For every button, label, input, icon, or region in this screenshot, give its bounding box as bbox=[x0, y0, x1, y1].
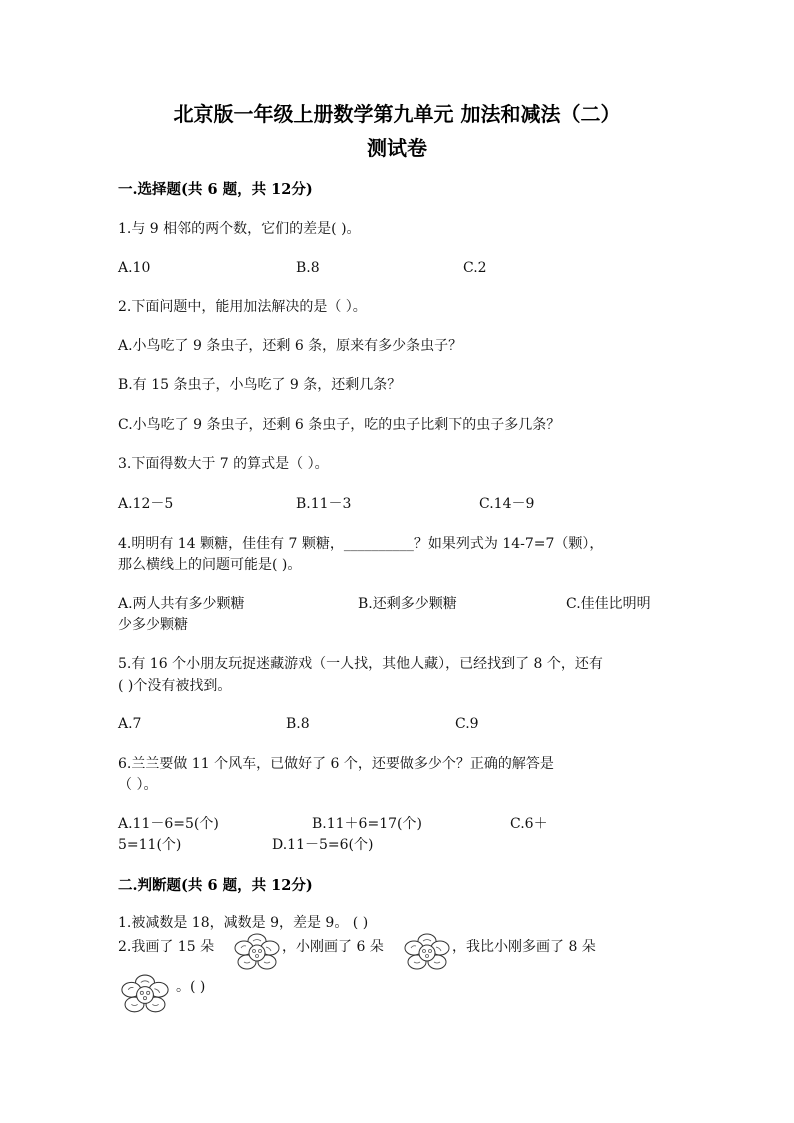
question-6-option-b: B.11＋6=17(个) bbox=[312, 816, 422, 832]
section-heading-judgement: 二.判断题(共 6 题，共 12分) bbox=[118, 877, 313, 894]
question-4-option-c: C.佳佳比明明 bbox=[566, 596, 651, 612]
page-title: 北京版一年级上册数学第九单元 加法和减法（二） bbox=[173, 102, 621, 126]
question-5-option-b: B.8 bbox=[286, 716, 310, 732]
question-1-option-a: A.10 bbox=[118, 260, 151, 276]
question-2-option-b: B.有 15 条虫子，小鸟吃了 9 条，还剩几条？ bbox=[118, 377, 402, 393]
question-1-option-b: B.8 bbox=[296, 260, 320, 276]
question-2-stem: 2.下面问题中，能用加法解决的是（ ）。 bbox=[118, 299, 367, 315]
judgement-1: 1.被减数是 18，减数是 9，差是 9。 ( ) bbox=[118, 915, 369, 931]
question-6-stem-line2: （ ）。 bbox=[118, 777, 158, 793]
question-1-option-c: C.2 bbox=[463, 260, 487, 276]
question-4-stem-line1: 4.明明有 14 颗糖，佳佳有 7 颗糖，__________？如果列式为 14-7=7（颗）， bbox=[118, 536, 604, 552]
question-6-option-c-cont: 5=11(个) bbox=[118, 837, 182, 853]
question-5-option-a: A.7 bbox=[118, 716, 142, 732]
question-3-stem: 3.下面得数大于 7 的算式是（ ）。 bbox=[118, 456, 329, 472]
question-5-option-c: C.9 bbox=[455, 716, 479, 732]
question-2-option-c: C.小鸟吃了 9 条虫子，还剩 6 条虫子，吃的虫子比剩下的虫子多几条？ bbox=[118, 417, 561, 433]
question-3-option-c: C.14－9 bbox=[479, 496, 535, 512]
question-3-option-a: A.12－5 bbox=[118, 496, 174, 512]
question-5-stem-line2: ( )个没有被找到。 bbox=[118, 678, 232, 694]
question-6-option-a: A.11－6=5(个) bbox=[118, 816, 219, 832]
judgement-2-part4: 。( ) bbox=[176, 979, 206, 995]
question-5-stem-line1: 5.有 16 个小朋友玩捉迷藏游戏（一人找，其他人藏），已经找到了 8 个，还有 bbox=[118, 656, 603, 672]
question-4-option-b: B.还剩多少颗糖 bbox=[358, 596, 457, 612]
question-3-option-b: B.11－3 bbox=[296, 496, 352, 512]
judgement-2-part3: ，我比小刚多画了 8 朵 bbox=[452, 939, 596, 955]
question-1-stem: 1.与 9 相邻的两个数，它们的差是( )。 bbox=[118, 221, 361, 237]
question-6-option-d: D.11－5=6(个) bbox=[272, 837, 374, 853]
flower-icon bbox=[404, 933, 450, 973]
judgement-2-part2: ，小刚画了 6 朵 bbox=[282, 939, 384, 955]
question-6-option-c: C.6＋ bbox=[510, 816, 548, 832]
question-6-stem-line1: 6.兰兰要做 11 个风车，已做好了 6 个，还要做多少个？正确的解答是 bbox=[118, 756, 554, 772]
flower-icon bbox=[120, 974, 170, 1016]
judgement-2-part1: 2.我画了 15 朵 bbox=[118, 939, 215, 955]
section-heading-choice: 一.选择题(共 6 题，共 12分) bbox=[118, 181, 313, 198]
question-4-option-a: A.两人共有多少颗糖 bbox=[118, 596, 245, 612]
question-4-option-c-cont: 少多少颗糖 bbox=[118, 617, 188, 633]
page-subtitle: 测试卷 bbox=[367, 136, 427, 160]
flower-icon bbox=[234, 933, 280, 973]
question-2-option-a: A.小鸟吃了 9 条虫子，还剩 6 条，原来有多少条虫子？ bbox=[118, 338, 463, 354]
question-4-stem-line2: 那么横线上的问题可能是( )。 bbox=[118, 557, 302, 573]
